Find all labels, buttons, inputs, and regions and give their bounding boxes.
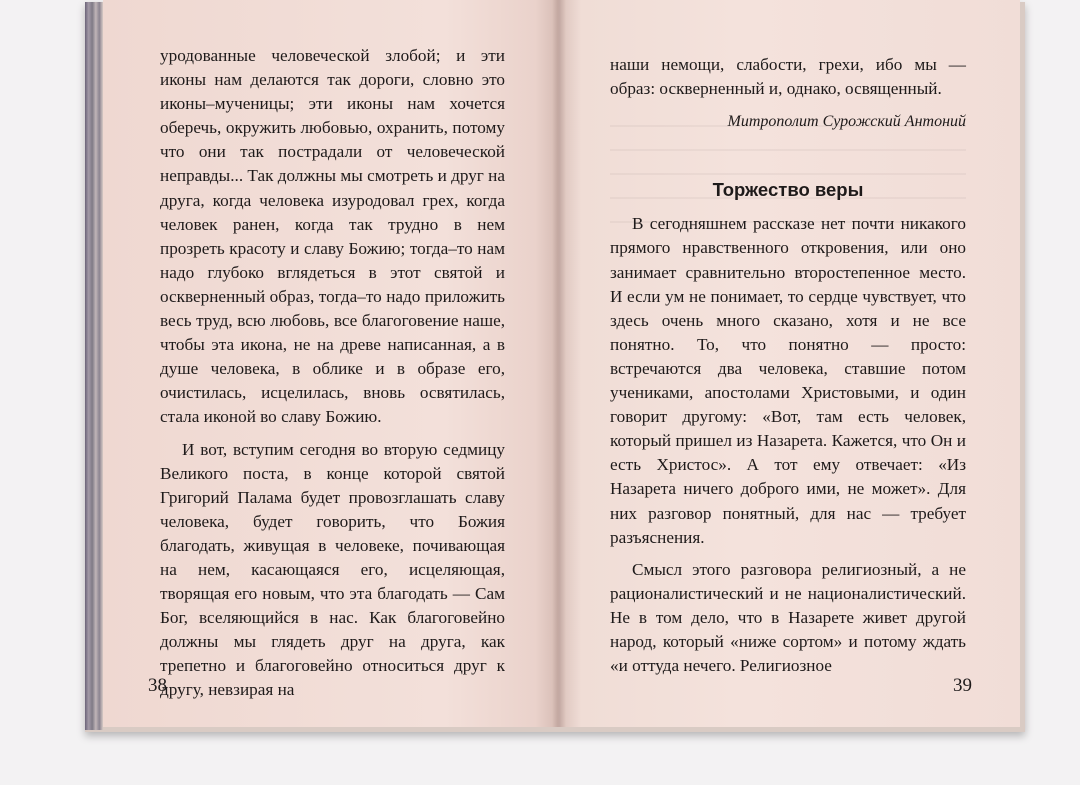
book-gutter: [552, 0, 566, 727]
right-paragraph-1: В сегодняшнем рассказе нет почти никакого прямого нравственного откровения, или оно занимает сравнительно второстепенное место. И если ум не понимает, то сердце чувствует, что здесь очень много сказано, хотя и не все понятно. То, что понятно — просто: встречаются два человека, ставшие потом учениками, апостолами Христовыми, и один говорит другому: «Вот, там есть человек, который пришел из Назарета. Кажется, что Он и есть Христос». А тот ему отвечает: «Из Назарета ничего доброго ими, не может». Для них разговор понятный, для нас — требует разъяснения.: [610, 214, 966, 547]
left-page-number: 38: [148, 675, 167, 696]
left-paragraph-1: уродованные человеческой злобой; и эти иконы нам делаются так дороги, словно это иконы–мученицы; эти иконы нам хочется оберечь, окружить любовью, охранить, потому что они так пострадали от человеческой неправды... Так должны мы смотреть и друг на друга, когда человека изуродовал грех, когда человек ранен, когда так трудно в нем прозреть красоту и славу Божию; тогда–то нам надо глубоко вглядеться в этот святой и оскверненный образ, тогда–то надо приложить весь труд, всю любовь, все благоговение наше, чтобы эта икона, не на древе написанная, а в душе человека, в облике и в образе его, очистилась, исцелилась, вновь освятилась, стала иконой во славу Божию.: [160, 46, 505, 427]
left-page-text: [160, 44, 505, 703]
right-page-number: 39: [953, 675, 972, 696]
right-page: [558, 0, 1020, 727]
left-page: [103, 0, 558, 727]
right-page-text: [610, 53, 966, 678]
page-edges: [85, 2, 103, 730]
section-heading: Торжество веры: [712, 179, 864, 201]
right-opening-text: наши немощи, слабости, грехи, ибо мы — образ: оскверненный и, однако, освященный.: [610, 55, 966, 99]
right-paragraph-2: Смысл этого разговора религиозный, а не рационалистический и не националистический. Не в том дело, что в Назарете живет другой народ, который «ниже сортом» и потому ждать «и оттуда нечего. Религиозное: [610, 559, 966, 676]
left-paragraph-2: И вот, вступим сегодня во вторую седмицу Великого поста, в конце которой святой Григорий Палама будет провозглашать славу человека, будет говорить, что Божия благодать, живущая в человеке, почивающая на нем, касающаяся его, исцеляющая, творящая его новым, что эта благодать — Сам Бог, вселяющийся в нас. Как благоговейно должны мы глядеть друг на друга, как трепетно и благоговейно относиться друг к другу, невзирая на: [160, 439, 505, 700]
quote-attribution: Митрополит Сурожский Антоний: [727, 113, 966, 131]
